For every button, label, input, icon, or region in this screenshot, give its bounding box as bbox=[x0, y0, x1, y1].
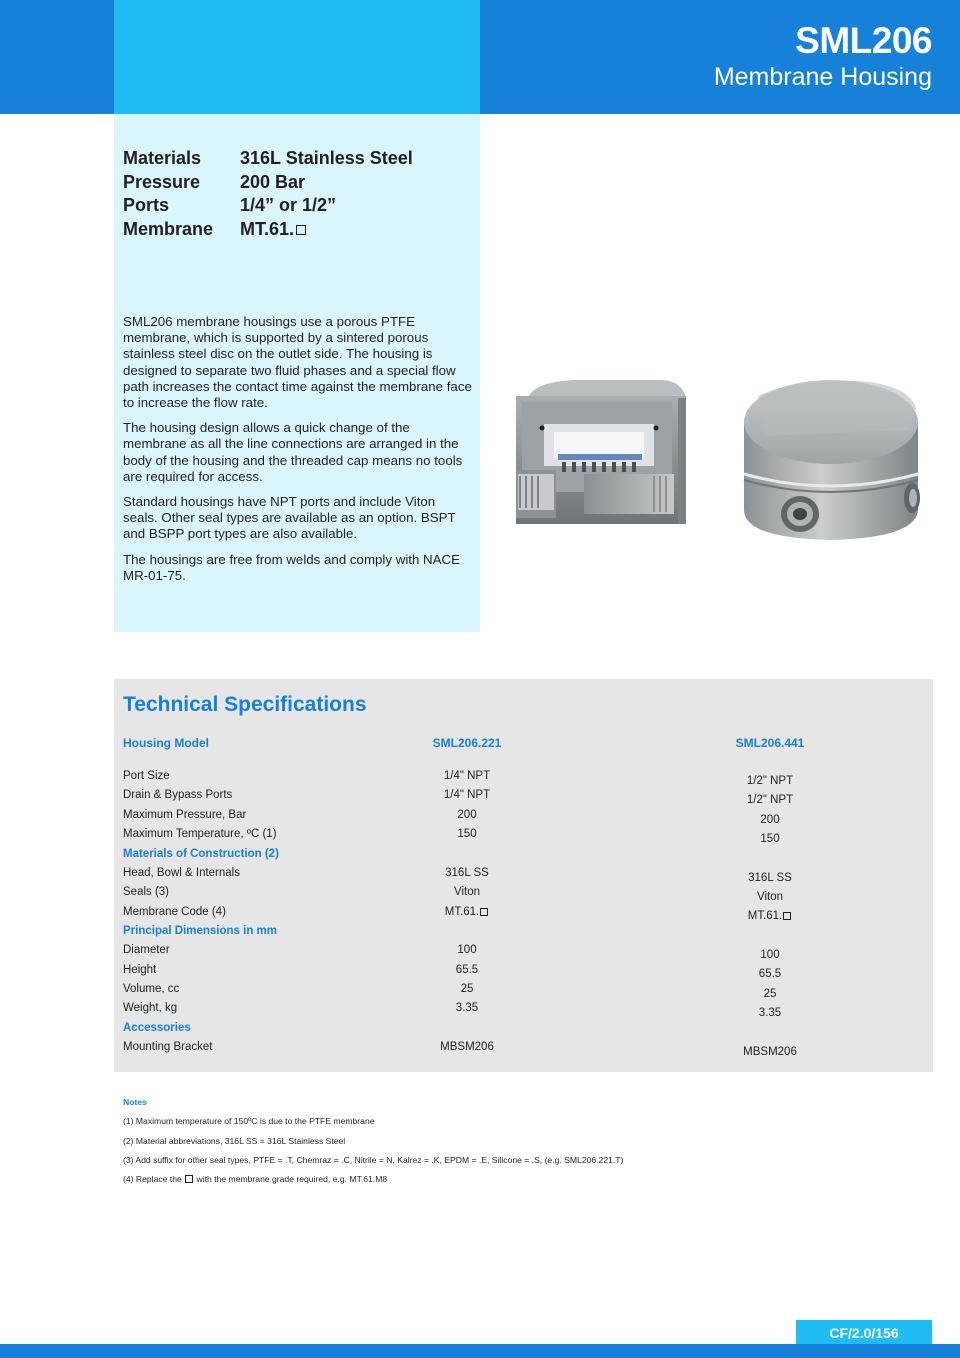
tech-cell-441: MBSM206 bbox=[743, 1046, 797, 1058]
tech-cell-221: 25 bbox=[460, 983, 474, 995]
placeholder-square-icon bbox=[480, 908, 488, 916]
note-item: (4) Replace the with the membrane grade required, e.g. MT.61.M8 bbox=[123, 1174, 388, 1185]
tech-header-model-221: SML206.221 bbox=[432, 736, 502, 750]
tech-cell-441: 150 bbox=[760, 833, 780, 845]
footer-bar bbox=[0, 1344, 960, 1358]
description-paragraph: The housing design allows a quick change of the membrane as all the line connections are arranged in the body of the housing and the threaded cap means no tools are required for access. bbox=[123, 420, 463, 484]
tech-cell-441: 100 bbox=[760, 949, 780, 961]
tech-row-label: Mounting Bracket bbox=[123, 1041, 213, 1053]
tech-cell-441: MT.61. bbox=[700, 910, 840, 922]
description-paragraph: SML206 membrane housings use a porous PTFE membrane, which is supported by a sintered porous stainless steel disc on the outlet side. The housing is designed to separate two fluid phases and a special flow path increases the contact time against the membrane face to increase the flow rate. bbox=[123, 314, 472, 411]
note-item: (3) Add suffix for other seal types, PTFE = .T, Chemraz = .C, Nitrile = N, Kalrez = .K, EPDM = .E, Silicone = .S, (e.g. SML206.221.T) bbox=[123, 1154, 624, 1165]
placeholder-square-icon bbox=[185, 1175, 193, 1183]
summary-label: Pressure bbox=[123, 171, 201, 192]
product-subtitle: Membrane Housing bbox=[713, 63, 932, 91]
housing-external-image bbox=[740, 378, 922, 542]
summary-row bbox=[123, 218, 413, 242]
tech-cell-441: 1/2" NPT bbox=[746, 794, 794, 806]
tech-cell-221: 150 bbox=[457, 828, 477, 840]
tech-row-label: Port Size bbox=[123, 770, 170, 782]
description-paragraph: The housings are free from welds and comply with NACE MR-01-75. bbox=[123, 551, 460, 583]
tech-cell-221: 1/4" NPT bbox=[443, 770, 491, 782]
tech-row-label: Height bbox=[123, 964, 157, 976]
summary-value: 200 Bar bbox=[240, 171, 306, 192]
tech-section-materials: Materials of Construction (2) bbox=[123, 848, 279, 860]
summary-label: Membrane bbox=[123, 218, 214, 239]
summary-label: Materials bbox=[123, 148, 202, 168]
tech-cell-221: 65.5 bbox=[455, 964, 479, 976]
tech-cell-221: MBSM206 bbox=[440, 1041, 494, 1053]
tech-row-label: Diameter bbox=[123, 944, 170, 956]
tech-row-label: Drain & Bypass Ports bbox=[123, 789, 233, 801]
tech-cell-221: MT.61. bbox=[397, 906, 537, 918]
tech-row-label: Membrane Code (4) bbox=[123, 906, 226, 918]
tech-cell-221: 3.35 bbox=[455, 1002, 479, 1014]
tech-section-dimensions: Principal Dimensions in mm bbox=[123, 925, 278, 937]
tech-cell-441: 65.5 bbox=[758, 968, 782, 980]
tech-row-label: Maximum Temperature, ºC (1) bbox=[123, 828, 277, 840]
summary-value: MT.61. bbox=[240, 218, 306, 242]
tech-header-model-441: SML206.441 bbox=[735, 736, 805, 750]
tech-cell-221: 1/4" NPT bbox=[443, 789, 491, 801]
tech-cell-441: 1/2" NPT bbox=[746, 775, 794, 787]
tech-row-label: Seals (3) bbox=[123, 886, 170, 898]
placeholder-square-icon bbox=[296, 225, 306, 235]
tech-cell-441: 25 bbox=[763, 988, 777, 1000]
tech-cell-221: 316L SS bbox=[445, 867, 489, 879]
tech-row-label: Weight, kg bbox=[123, 1002, 178, 1014]
product-description bbox=[123, 314, 473, 593]
notes-section bbox=[123, 1093, 623, 1189]
tech-cell-441: 316L SS bbox=[748, 872, 792, 884]
tech-row-label: Maximum Pressure, Bar bbox=[123, 809, 247, 821]
note-item: (2) Material abbreviations, 316L SS = 316L Stainless Steel bbox=[123, 1135, 346, 1146]
tech-row-label: Head, Bowl & Internals bbox=[123, 867, 240, 879]
document-code: CF/2.0/156 bbox=[796, 1320, 932, 1344]
summary-value: 1/4” or 1/2” bbox=[240, 195, 337, 215]
summary-row bbox=[123, 171, 413, 195]
summary-specs bbox=[123, 147, 413, 241]
placeholder-square-icon bbox=[783, 912, 791, 920]
tech-cell-441: 3.35 bbox=[758, 1007, 782, 1019]
header-band-accent bbox=[114, 0, 480, 114]
notes-heading: Notes bbox=[123, 1097, 147, 1107]
housing-cutaway-image bbox=[514, 378, 734, 538]
summary-label: Ports bbox=[123, 195, 170, 215]
tech-spec-title: Technical Specifications bbox=[123, 693, 367, 716]
header-band-left bbox=[0, 0, 114, 114]
tech-cell-221: 200 bbox=[457, 809, 477, 821]
summary-value: 316L Stainless Steel bbox=[240, 148, 413, 168]
product-title: SML206 bbox=[795, 20, 932, 61]
tech-cell-221: Viton bbox=[453, 886, 480, 898]
summary-row bbox=[123, 194, 413, 218]
tech-header-label: Housing Model bbox=[123, 736, 209, 750]
description-paragraph: Standard housings have NPT ports and include Viton seals. Other seal types are available as an option. BSPT and BSPP port types are also available. bbox=[123, 494, 456, 542]
tech-section-accessories: Accessories bbox=[123, 1022, 191, 1034]
tech-cell-221: 100 bbox=[457, 944, 477, 956]
note-item: (1) Maximum temperature of 150ºC is due to the PTFE membrane bbox=[123, 1116, 375, 1127]
tech-row-label: Volume, cc bbox=[123, 983, 180, 995]
tech-cell-441: Viton bbox=[756, 891, 783, 903]
summary-row bbox=[123, 147, 413, 171]
tech-cell-441: 200 bbox=[760, 814, 780, 826]
